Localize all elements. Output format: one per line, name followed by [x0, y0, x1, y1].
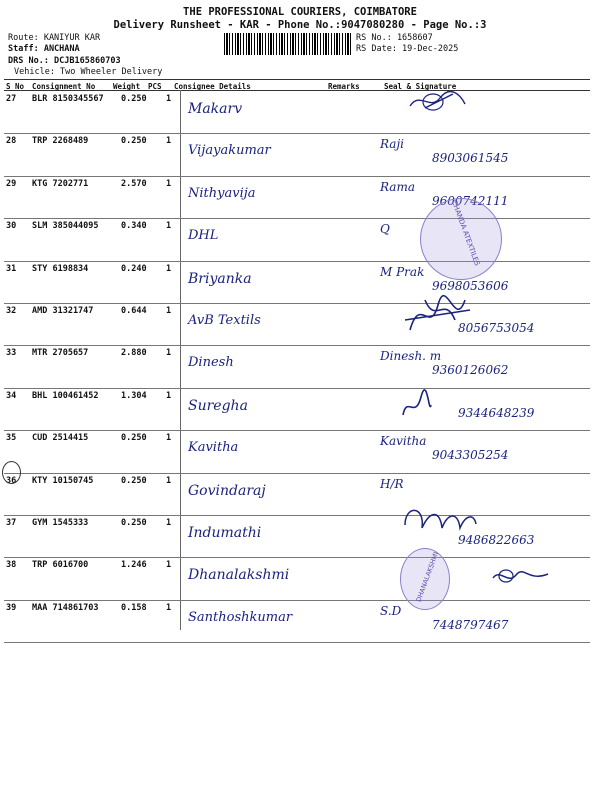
- row-sno: 29: [6, 178, 17, 189]
- row-consignment-no: GYM 1545333: [32, 518, 89, 528]
- row-pcs: 1: [166, 221, 172, 232]
- rs-number: RS No.: 1658607: [356, 33, 433, 43]
- dhanalakshmi-seal-stamp: [400, 548, 450, 610]
- row-sno: 32: [6, 306, 17, 316]
- row-weight: 0.250: [121, 136, 147, 147]
- row-phone-handwritten: 9360126062: [432, 363, 509, 378]
- company-seal-stamp: [420, 198, 502, 280]
- row-consignee-handwritten: Nithyavija: [188, 185, 256, 201]
- row-phone-handwritten: 9344648239: [458, 405, 535, 420]
- row-signature: H/R: [380, 476, 404, 491]
- col-remarks: Remarks: [328, 82, 360, 91]
- row-pcs: 1: [166, 136, 172, 147]
- row-pcs: 1: [166, 306, 172, 316]
- row-divider: [4, 345, 590, 346]
- row-consignment-no: KTY 10150745: [32, 475, 94, 486]
- row-pcs: 1: [166, 560, 172, 571]
- company-title: THE PROFESSIONAL COURIERS, COIMBATORE: [183, 6, 417, 18]
- runsheet-subtitle: Delivery Runsheet - KAR - Phone No.:9047080280 - Page No.:3: [113, 19, 487, 31]
- row-consignee-handwritten: DHL: [188, 228, 219, 244]
- row-consignment-no: BHL 100461452: [32, 390, 99, 401]
- row-consignee-handwritten: AvB Textils: [188, 313, 261, 328]
- row-pcs: 1: [166, 602, 172, 613]
- row-divider: [4, 642, 590, 643]
- row-weight: 1.304: [121, 390, 147, 401]
- row-phone-handwritten: 8056753054: [458, 321, 535, 335]
- row-phone-handwritten: 9043305254: [432, 448, 509, 463]
- header-rule-bottom: [4, 90, 590, 91]
- signature-scribble-37: [400, 500, 480, 540]
- row-consignee-handwritten: Suregha: [188, 397, 248, 414]
- row-consignee-handwritten: Vijayakumar: [188, 143, 271, 159]
- route-label: Route: KANIYUR KAR: [8, 33, 101, 43]
- seal-text-2: DHANALAKSHMI: [414, 550, 441, 604]
- row-divider: [4, 303, 590, 304]
- consignee-column-rule: [180, 90, 181, 630]
- signature-scribble-27: [405, 86, 475, 116]
- row-consignment-no: TRP 2268489: [32, 136, 89, 147]
- row-divider: [4, 133, 590, 134]
- row-pcs: 1: [166, 390, 172, 401]
- row-consignee-handwritten: Dinesh: [188, 355, 234, 371]
- row-signature: M Prak: [380, 264, 425, 279]
- row-pcs: 1: [166, 433, 172, 444]
- col-weight: Weight: [113, 82, 141, 91]
- row-phone-handwritten: 8903061545: [432, 151, 509, 166]
- seal-text: CHANDA ATEXTILES: [450, 199, 482, 267]
- row-pcs: 1: [166, 348, 172, 359]
- row-weight: 0.250: [121, 433, 147, 444]
- row-consignee-handwritten: Makarv: [188, 101, 243, 117]
- row-divider: [4, 218, 590, 219]
- row-pcs: 1: [166, 518, 172, 528]
- row-consignee-handwritten: Indumathi: [188, 525, 262, 541]
- row-consignee-handwritten: Briyanka: [188, 270, 252, 287]
- row-sno: 34: [6, 390, 17, 401]
- header-rule-top: [4, 79, 590, 80]
- row-sno: 38: [6, 560, 17, 571]
- col-sno: S No: [6, 82, 25, 91]
- col-pcs: PCS: [148, 82, 162, 91]
- row-consignee-handwritten: Dhanalakshmi: [188, 567, 290, 584]
- vehicle-label: Vehicle: Two Wheeler Delivery: [14, 67, 163, 77]
- row-phone-handwritten: 9486822663: [458, 533, 535, 547]
- row-weight: 0.158: [121, 602, 147, 613]
- row-consignee-handwritten: Kavitha: [188, 440, 239, 456]
- row-sno: 36: [6, 475, 17, 486]
- row-signature: Raji: [380, 137, 405, 152]
- row-divider: [4, 515, 590, 516]
- row-weight: 0.250: [121, 94, 147, 104]
- row-consignee-handwritten: Santhoshkumar: [188, 609, 293, 625]
- row-36-circle-mark: [2, 461, 21, 484]
- row-sno: 31: [6, 263, 17, 274]
- row-weight: 0.644: [121, 306, 147, 316]
- row-weight: 1.246: [121, 560, 147, 571]
- col-seal-signature: Seal & Signature: [384, 82, 457, 91]
- row-sno: 35: [6, 433, 17, 444]
- row-divider: [4, 557, 590, 558]
- row-consignment-no: KTG 7202771: [32, 178, 89, 189]
- col-consignment: Consignment No: [32, 82, 96, 91]
- row-divider: [4, 600, 590, 601]
- signature-scribble-32: [400, 290, 480, 340]
- row-pcs: 1: [166, 475, 172, 486]
- drs-barcode: [224, 33, 352, 55]
- rs-date: RS Date: 19-Dec-2025: [356, 44, 459, 54]
- row-phone-handwritten: 7448797467: [432, 617, 509, 632]
- row-sno: 37: [6, 518, 17, 528]
- row-sno: 33: [6, 348, 17, 359]
- row-consignment-no: BLR 8150345567: [32, 94, 104, 104]
- row-sno: 28: [6, 136, 17, 147]
- row-pcs: 1: [166, 178, 172, 189]
- row-sno: 27: [6, 94, 17, 104]
- row-pcs: 1: [166, 263, 172, 274]
- row-signature: Kavitha: [380, 434, 427, 449]
- row-weight: 2.880: [121, 348, 147, 359]
- signature-scribble-38: [488, 560, 558, 590]
- row-weight: 0.240: [121, 263, 147, 274]
- row-signature: Rama: [380, 179, 415, 194]
- row-weight: 0.250: [121, 518, 147, 528]
- row-weight: 2.570: [121, 178, 147, 189]
- row-signature: Q: [380, 222, 390, 237]
- row-weight: 0.250: [121, 475, 147, 486]
- row-consignment-no: SLM 385044095: [32, 221, 99, 232]
- row-divider: [4, 176, 590, 177]
- drs-number: DRS No.: DCJB165860703: [8, 56, 121, 66]
- row-weight: 0.340: [121, 221, 147, 232]
- row-phone-handwritten: 9698053606: [432, 278, 509, 293]
- row-phone-handwritten: 9600742111: [432, 193, 509, 208]
- row-consignment-no: STY 6198834: [32, 263, 89, 274]
- col-consignee: Consignee Details: [174, 82, 251, 91]
- row-consignee-handwritten: Govindaraj: [188, 482, 266, 499]
- staff-label: Staff: ANCHANA: [8, 44, 80, 54]
- signature-scribble-34: [395, 385, 435, 425]
- row-consignment-no: MTR 2705657: [32, 348, 89, 359]
- row-consignment-no: TRP 6016700: [32, 560, 89, 571]
- row-divider: [4, 388, 590, 389]
- row-sno: 39: [6, 602, 17, 613]
- row-divider: [4, 473, 590, 474]
- row-sno: 30: [6, 221, 17, 232]
- row-divider: [4, 430, 590, 431]
- row-consignment-no: CUD 2514415: [32, 433, 89, 444]
- row-signature: Dinesh. m: [380, 349, 442, 364]
- row-divider: [4, 261, 590, 262]
- row-consignment-no: MAA 714861703: [32, 602, 99, 613]
- row-pcs: 1: [166, 94, 172, 104]
- row-signature: S.D: [380, 603, 402, 618]
- row-consignment-no: AMD 31321747: [32, 306, 94, 316]
